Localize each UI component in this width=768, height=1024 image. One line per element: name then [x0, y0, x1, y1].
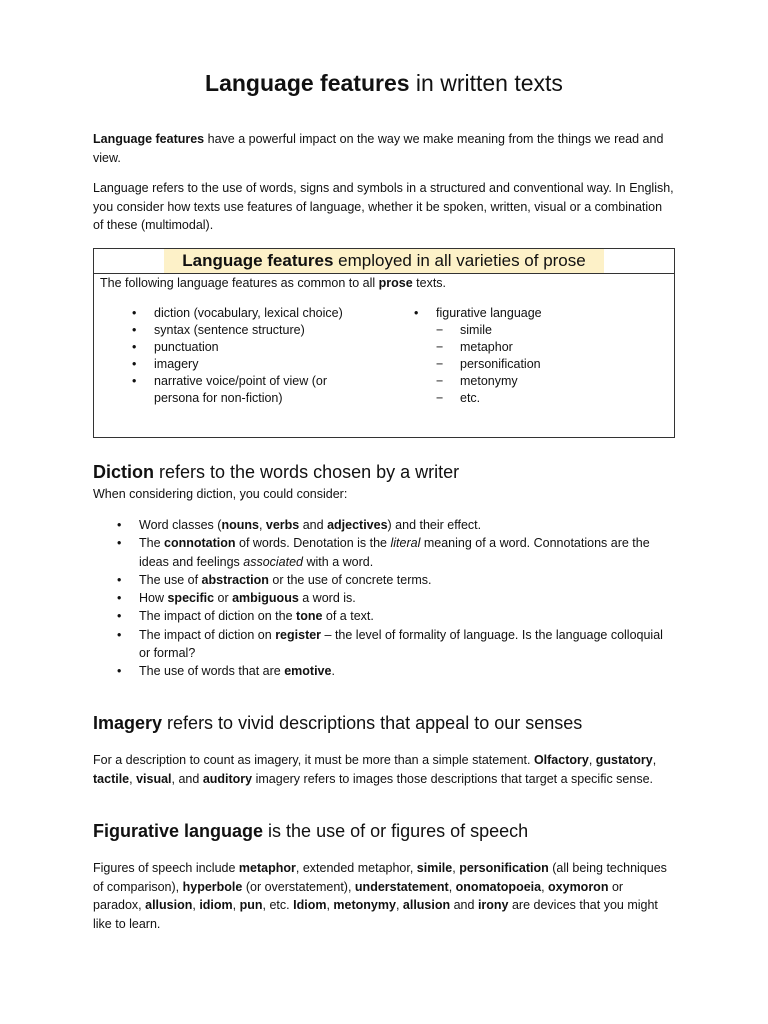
text-run: , — [192, 898, 200, 912]
bold-term: Idiom — [293, 898, 327, 912]
text-run: , — [541, 879, 549, 894]
bold-term: metonymy — [333, 898, 396, 912]
list-item — [132, 339, 362, 356]
text-run: of words. Denotation is the — [235, 536, 391, 551]
text-run: Word classes ( — [139, 518, 222, 532]
diction-heading-bold: Diction — [93, 462, 154, 482]
bold-term: understatement — [354, 879, 449, 894]
prose-box-intro-bold: prose — [378, 276, 413, 290]
list-item-text — [139, 628, 663, 660]
prose-box-intro-b: texts. — [412, 276, 447, 290]
text-run: a word is. — [298, 591, 356, 606]
list-item-text: figurative language — [436, 306, 542, 320]
list-item — [117, 516, 675, 534]
prose-box-intro — [100, 275, 446, 291]
figurative-heading-rest: is the use of or figures of speech — [263, 821, 529, 841]
text-run: or — [214, 591, 233, 606]
bold-term: irony — [477, 898, 509, 912]
dash-icon: − — [436, 323, 444, 337]
list-item-text: punctuation — [154, 340, 219, 354]
sub-list-item — [414, 322, 654, 339]
bold-term: adjectives — [327, 518, 388, 532]
text-run: , extended metaphor, — [295, 861, 417, 875]
list-item-text: imagery — [154, 357, 199, 371]
bold-term: gustatory — [595, 753, 653, 767]
figurative-heading-bold: Figurative language — [93, 821, 264, 841]
text-run: (or overstatement), — [242, 879, 355, 894]
figurative-paragraph — [93, 859, 675, 933]
text-run: (all being techniques of comparison), — [93, 861, 667, 894]
dash-icon: − — [436, 374, 444, 388]
text-run: imagery refers to images those descriptions that target a specific sense. — [252, 771, 654, 786]
list-item-text — [139, 573, 432, 587]
list-item — [132, 356, 362, 373]
bullet-icon: • — [117, 536, 122, 551]
list-item-text — [139, 664, 335, 678]
bold-term: allusion — [402, 898, 451, 912]
bold-term: specific — [167, 591, 215, 606]
bullet-icon: • — [132, 323, 137, 337]
dash-icon: − — [436, 391, 444, 405]
list-item-text: syntax (sentence structure) — [154, 323, 305, 337]
prose-box-heading — [164, 249, 604, 273]
sub-list-item-text: etc. — [460, 391, 481, 405]
text-run: . — [331, 664, 335, 679]
bullet-icon: • — [132, 340, 137, 354]
sub-list-item — [414, 356, 654, 373]
text-run: , — [652, 753, 657, 767]
imagery-paragraph — [93, 751, 675, 788]
bold-term: visual — [136, 771, 172, 786]
bold-term: pun — [239, 898, 263, 912]
list-item — [117, 589, 675, 607]
text-run: , — [395, 898, 403, 912]
intro-bold-term: Language features — [93, 132, 205, 146]
list-item — [132, 373, 362, 407]
prose-box-intro-a: The following language features as common to all — [100, 276, 379, 290]
text-run: and — [299, 518, 328, 532]
bold-term: metaphor — [238, 861, 296, 875]
italic-term: literal — [390, 536, 421, 551]
bold-term: auditory — [202, 771, 253, 786]
prose-box-divider — [94, 273, 674, 274]
bold-term: hyperbole — [182, 879, 243, 894]
bullet-icon: • — [117, 627, 122, 642]
text-run: of a text. — [322, 609, 374, 624]
bold-term: tactile — [93, 771, 130, 786]
list-item — [117, 626, 675, 663]
bullet-icon: • — [414, 306, 419, 320]
bullet-icon: • — [132, 357, 137, 371]
text-run: , — [232, 898, 240, 912]
text-run: ) and their effect. — [387, 518, 482, 532]
text-run: with a word. — [303, 554, 374, 569]
list-item — [117, 571, 675, 589]
imagery-heading-bold: Imagery — [93, 713, 163, 733]
text-run: , — [129, 771, 137, 786]
sub-list-item-text: metaphor — [460, 340, 513, 354]
intro-paragraph-2: Language refers to the use of words, signs and symbols in a structured and conventional way. In English, you consider how texts use features of language, whether it be spoken, written, visual or a combination of these (multimodal). — [93, 181, 674, 232]
list-item — [132, 305, 362, 322]
text-run: and — [450, 898, 478, 912]
bold-term: simile — [416, 861, 453, 875]
bullet-icon: • — [132, 306, 137, 320]
list-item-text — [139, 518, 481, 532]
list-item-text — [139, 591, 356, 605]
text-run: or paradox, — [93, 879, 624, 912]
text-run: For a description to count as imagery, it must be more than a simple statement. — [93, 753, 534, 767]
text-run: , — [452, 861, 460, 875]
intro-paragraph-1 — [93, 130, 675, 167]
text-run: are devices that you might like to learn. — [93, 898, 658, 931]
list-item — [117, 534, 675, 571]
diction-heading — [93, 462, 459, 483]
text-run: , — [326, 898, 334, 912]
bullet-icon: • — [132, 374, 137, 388]
figurative-sub-list — [414, 322, 654, 407]
bullet-icon: • — [117, 664, 122, 679]
bold-term: register — [275, 627, 322, 642]
sub-list-item — [414, 373, 654, 390]
text-run: The impact of diction on the — [139, 609, 297, 624]
bullet-icon: • — [117, 572, 122, 587]
list-item-text — [139, 609, 374, 623]
text-run: The impact of diction on — [139, 627, 276, 642]
title-bold: Language features — [205, 70, 410, 96]
bold-term: idiom — [199, 898, 233, 912]
bullet-icon: • — [117, 609, 122, 624]
prose-features-left-list — [132, 305, 362, 407]
bold-term: verbs — [265, 518, 300, 532]
text-run: The use of — [139, 572, 202, 587]
list-item — [132, 322, 362, 339]
sub-list-item — [414, 339, 654, 356]
figurative-heading — [93, 821, 528, 842]
text-run: – the level of formality of language. Is the language colloquial or formal? — [139, 627, 663, 661]
text-run: , and — [171, 771, 203, 786]
sub-list-item-text: personification — [460, 357, 541, 371]
text-run: How — [139, 591, 168, 606]
bold-term: personification — [459, 861, 549, 875]
text-run: The use of words that are — [139, 664, 285, 679]
page-title — [93, 70, 675, 97]
text-run: , — [588, 753, 596, 767]
text-run: , — [258, 518, 266, 532]
bullet-icon: • — [117, 591, 122, 606]
list-item — [117, 607, 675, 625]
imagery-heading-rest: refers to vivid descriptions that appeal to our senses — [162, 713, 583, 733]
bold-term: nouns — [221, 518, 259, 532]
bold-term: allusion — [145, 898, 193, 912]
prose-features-box — [93, 248, 675, 438]
text-run: , — [448, 879, 456, 894]
bullet-icon: • — [117, 518, 122, 532]
text-run: or the use of concrete terms. — [268, 572, 432, 587]
dash-icon: − — [436, 357, 444, 371]
text-run: meaning of a word. Connotations are the ideas and feelings — [139, 536, 650, 569]
list-item-text: diction (vocabulary, lexical choice) — [154, 306, 343, 320]
bold-term: oxymoron — [548, 879, 609, 894]
sub-list-item-text: simile — [460, 323, 492, 337]
bold-term: tone — [296, 609, 323, 624]
list-item — [117, 662, 675, 680]
prose-box-heading-bold: Language features — [182, 251, 334, 270]
bold-term: abstraction — [201, 572, 269, 587]
bold-term: Olfactory — [533, 753, 589, 767]
imagery-heading — [93, 713, 582, 734]
prose-box-heading-rest: employed in all varieties of prose — [333, 251, 586, 270]
bold-term: emotive — [284, 664, 332, 679]
italic-term: associated — [243, 554, 304, 569]
intro-paragraph-1-text: have a powerful impact on the way we make meaning from the things we read and view. — [93, 132, 664, 165]
diction-heading-rest: refers to the words chosen by a writer — [154, 462, 460, 482]
list-item — [414, 305, 654, 322]
diction-lead: When considering diction, you could consider: — [93, 487, 348, 501]
text-run: Figures of speech include — [93, 861, 239, 875]
text-run: , etc. — [262, 898, 294, 912]
dash-icon: − — [436, 340, 444, 354]
sub-list-item — [414, 390, 654, 407]
sub-list-item-text: metonymy — [460, 374, 518, 388]
bold-term: ambiguous — [232, 591, 299, 606]
list-item-text — [139, 536, 650, 568]
list-item-text: narrative voice/point of view (or persona for non-fiction) — [154, 374, 327, 405]
prose-features-right-list — [414, 305, 654, 322]
title-rest: in written texts — [409, 70, 563, 96]
text-run: The — [139, 536, 165, 551]
bold-term: connotation — [164, 536, 236, 551]
bold-term: onomatopoeia — [455, 879, 542, 894]
diction-list — [117, 516, 675, 681]
